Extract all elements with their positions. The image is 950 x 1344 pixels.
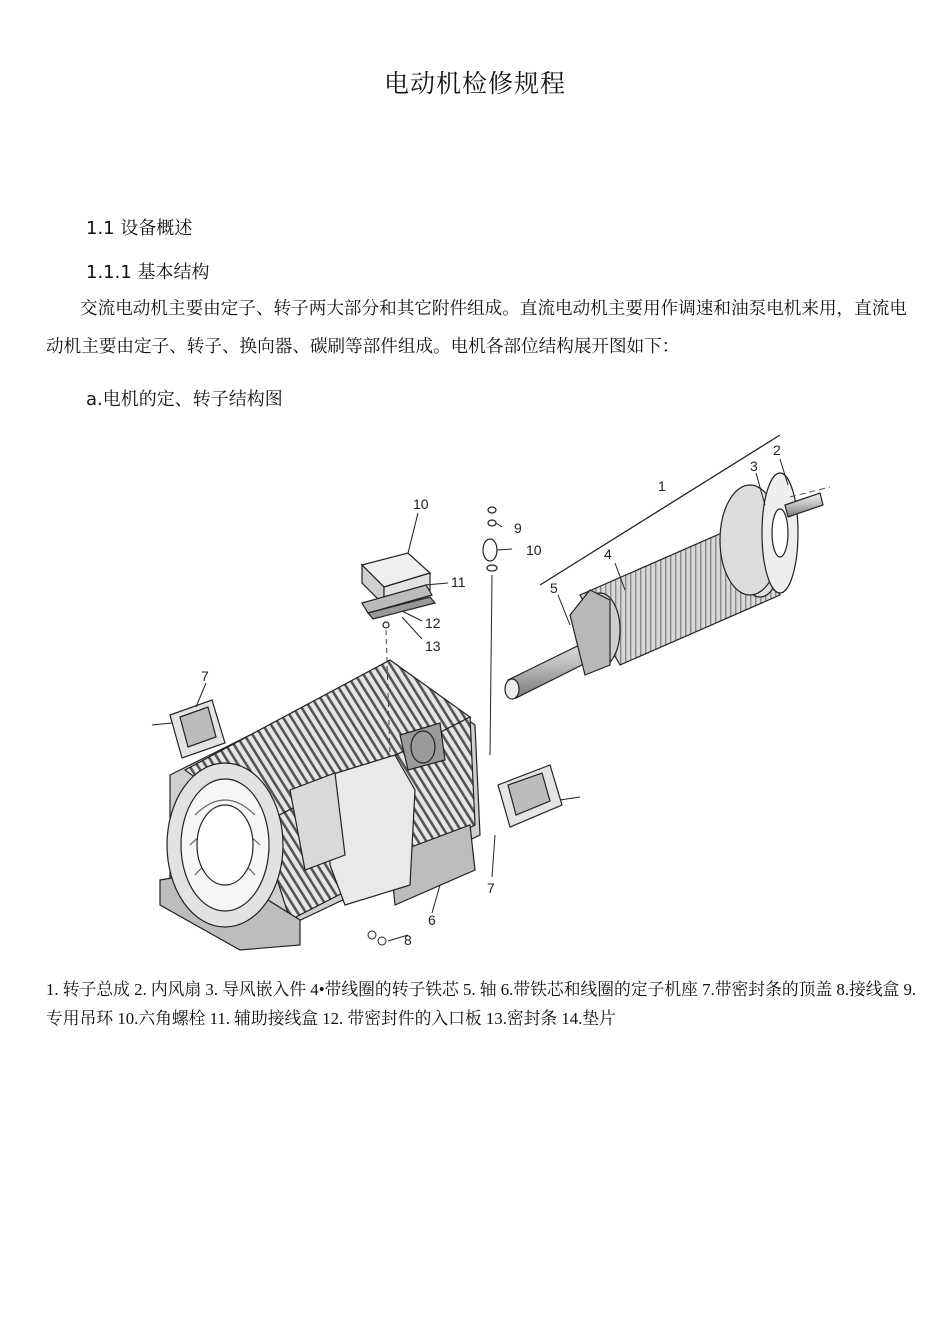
callout-8: 8: [404, 932, 412, 948]
motor-exploded-diagram: [140, 425, 830, 973]
callout-11: 10: [413, 496, 429, 512]
callout-14: 13: [425, 638, 441, 654]
top-cover-right: [498, 765, 562, 827]
callout-10-label: 10: [526, 542, 542, 558]
callout-2: 2: [773, 442, 781, 458]
body-paragraph: 交流电动机主要由定子、转子两大部分和其它附件组成。直流电动机主要用作调速和油泵电机来用，直流电动机主要由定子、转子、换向器、碳刷等部件组成。电机各部位结构展开图如下：: [46, 299, 907, 357]
callout-4: 4: [604, 546, 612, 562]
callout-5: 5: [550, 580, 558, 596]
callout-7-right: 7: [487, 880, 495, 896]
section-heading: 1.1 设备概述: [86, 218, 193, 239]
callout-7-left: 7: [201, 668, 209, 684]
lifting-eye: [483, 507, 497, 571]
callout-13: 12: [425, 615, 441, 631]
top-cover-left: [170, 700, 225, 758]
callout-1: 1: [658, 478, 666, 494]
callout-6: 6: [428, 912, 436, 928]
figure-label: a.电机的定、转子结构图: [86, 389, 283, 410]
page-title: 电动机检修规程: [383, 69, 566, 98]
callout-3: 3: [750, 458, 758, 474]
figure-caption: 1. 转子总成 2. 内风扇 3. 导风嵌入件 4•带线圈的转子铁芯 5. 轴 6.带铁芯和线圈的定子机座 7.带密封条的顶盖 8.接线盒 9.专用吊环 10.六角螺栓 11. 辅助接线盒 12. 带密封件的入口板 13.密封条 14.垫片: [46, 980, 917, 1028]
callout-12: 11: [451, 574, 466, 590]
subsection-heading: 1.1.1 基本结构: [86, 262, 210, 283]
callout-9: 9: [514, 520, 522, 536]
